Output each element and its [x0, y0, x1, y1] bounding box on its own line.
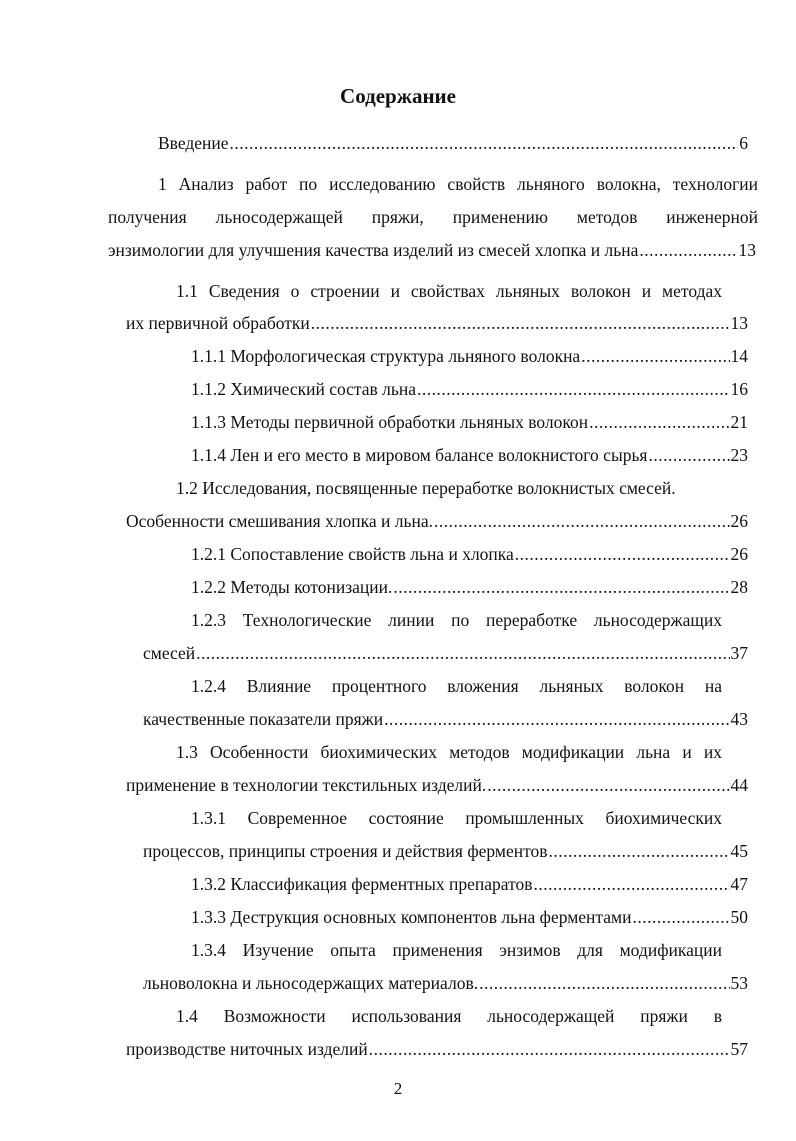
- toc-entry-1-2-4-line2[interactable]: [143, 706, 748, 732]
- toc-entry-1-2-1[interactable]: [191, 541, 748, 567]
- toc-entry-page: 28: [730, 577, 748, 597]
- toc-entry-page: 26: [730, 511, 748, 531]
- toc-entry-text: Особенности смешивания хлопка и льна.: [126, 511, 434, 531]
- toc-entry-text: процессов, принципы строения и действия ферментов: [143, 841, 548, 861]
- dot-leader: [230, 130, 739, 156]
- toc-entry-page: 21: [730, 412, 748, 432]
- toc-entry-page: 13: [738, 240, 756, 260]
- toc-entry-1-2-2[interactable]: [191, 574, 748, 600]
- dot-leader: [487, 772, 729, 798]
- toc-entry-1-3-1-line1[interactable]: 1.3.1 Современное состояние промышленных биохимических: [191, 808, 722, 828]
- toc-entry-1-4-line2[interactable]: [126, 1036, 748, 1062]
- toc-entry-1-2-line1[interactable]: 1.2 Исследования, посвященные переработке волокнистых смесей.: [176, 478, 676, 498]
- toc-entry-1-1-line1[interactable]: 1.1 Сведения о строении и свойствах льняных волокон и методах: [176, 281, 722, 301]
- toc-entry-1-1-2[interactable]: [191, 376, 748, 402]
- toc-entry-text: 1.3.3 Деструкция основных компонентов льна ферментами: [191, 907, 632, 927]
- toc-entry-text: 1.1.2 Химический состав льна: [191, 379, 417, 399]
- toc-entry-page: 23: [730, 445, 748, 465]
- toc-entry-page: 45: [730, 841, 748, 861]
- toc-entry-text: энзимологии для улучшения качества изделий из смесей хлопка и льна: [108, 240, 639, 260]
- toc-entry-1-3-4-line2[interactable]: [143, 970, 748, 996]
- toc-entry-text: 1.1.4 Лен и его место в мировом балансе волокнистого сырья: [191, 445, 648, 465]
- toc-entry-1-2-4-line1[interactable]: 1.2.4 Влияние процентного вложения льняных волокон на: [191, 676, 722, 696]
- toc-entry-text: 1.2.1 Сопоставление свойств льна и хлопка: [191, 544, 514, 564]
- toc-entry-1-1-4[interactable]: [191, 442, 748, 468]
- toc-entry-1-line3[interactable]: [108, 237, 756, 263]
- toc-entry-page: 53: [730, 973, 748, 993]
- dot-leader: [581, 343, 729, 369]
- toc-entry-1-3-line2[interactable]: [126, 772, 748, 798]
- toc-entry-text: Введение: [158, 133, 229, 153]
- page-number: 2: [393, 1079, 403, 1098]
- toc-entry-text: качественные показатели пряжи: [143, 709, 384, 729]
- toc-entry-page: 14: [730, 346, 748, 366]
- toc-entry-1-2-line2[interactable]: [126, 508, 748, 534]
- dot-leader: [534, 871, 730, 897]
- dot-leader: [515, 541, 730, 567]
- toc-entry-1-4-line1[interactable]: 1.4 Возможности использования льносодержащей пряжи в: [176, 1006, 722, 1026]
- toc-entry-1-1-3[interactable]: [191, 409, 748, 435]
- toc-title: Содержание: [340, 84, 456, 108]
- toc-entry-text: льноволокна и льносодержащих материалов.: [143, 973, 479, 993]
- toc-entry-1-3-line1[interactable]: 1.3 Особенности биохимических методов модификации льна и их: [176, 742, 722, 762]
- toc-entry-text: применение в технологии текстильных изделий.: [126, 775, 487, 795]
- dot-leader: [589, 409, 729, 435]
- toc-entry-1-line1[interactable]: 1 Анализ работ по исследованию свойств льняного волокна, технологии: [158, 174, 758, 194]
- dot-leader: [639, 237, 737, 263]
- dot-leader: [369, 1036, 730, 1062]
- toc-entry-1-line2[interactable]: получения льносодержащей пряжи, применению методов инженерной: [108, 207, 758, 227]
- dot-leader: [417, 376, 729, 402]
- dot-leader: [549, 838, 730, 864]
- toc-entry-text: производстве ниточных изделий: [126, 1039, 368, 1059]
- toc-entry-page: 26: [730, 544, 748, 564]
- toc-entry-text: смесей: [143, 643, 196, 663]
- toc-entry-1-1-1[interactable]: [191, 343, 748, 369]
- toc-entry-page: 43: [730, 709, 748, 729]
- toc-entry-page: 16: [730, 379, 748, 399]
- toc-entry-page: 47: [730, 874, 748, 894]
- dot-leader: [311, 310, 730, 336]
- toc-entry-1-3-2[interactable]: [191, 871, 748, 897]
- dot-leader: [196, 640, 729, 666]
- dot-leader: [648, 442, 729, 468]
- toc-entry-page: 50: [730, 907, 748, 927]
- toc-entry-1-3-3[interactable]: [191, 904, 748, 930]
- toc-entry-page: 37: [730, 643, 748, 663]
- toc-entry-page: 44: [730, 775, 748, 795]
- toc-entry-text: их первичной обработки: [126, 313, 310, 333]
- toc-entry-page: 6: [739, 133, 748, 153]
- dot-leader: [384, 706, 729, 732]
- toc-entry-text: 1.3.2 Классификация ферментных препаратов: [191, 874, 533, 894]
- toc-entry-1-3-1-line2[interactable]: [143, 838, 748, 864]
- toc-entry-1-2-3-line2[interactable]: [143, 640, 748, 666]
- toc-entry-1-2-3-line1[interactable]: 1.2.3 Технологические линии по переработке льносодержащих: [191, 610, 722, 630]
- toc-entry-page: 13: [730, 313, 748, 333]
- dot-leader: [632, 904, 729, 930]
- dot-leader: [434, 508, 729, 534]
- toc-entry-introduction[interactable]: [158, 130, 748, 156]
- toc-entry-text: 1.1.3 Методы первичной обработки льняных волокон: [191, 412, 589, 432]
- dot-leader: [479, 970, 729, 996]
- toc-entry-1-1-line2[interactable]: [126, 310, 748, 336]
- toc-entry-page: 57: [730, 1039, 748, 1059]
- toc-entry-text: 1.2.2 Методы котонизации.: [191, 577, 393, 597]
- toc-entry-1-3-4-line1[interactable]: 1.3.4 Изучение опыта применения энзимов для модификации: [191, 940, 722, 960]
- dot-leader: [393, 574, 729, 600]
- toc-entry-text: 1.1.1 Морфологическая структура льняного волокна: [191, 346, 581, 366]
